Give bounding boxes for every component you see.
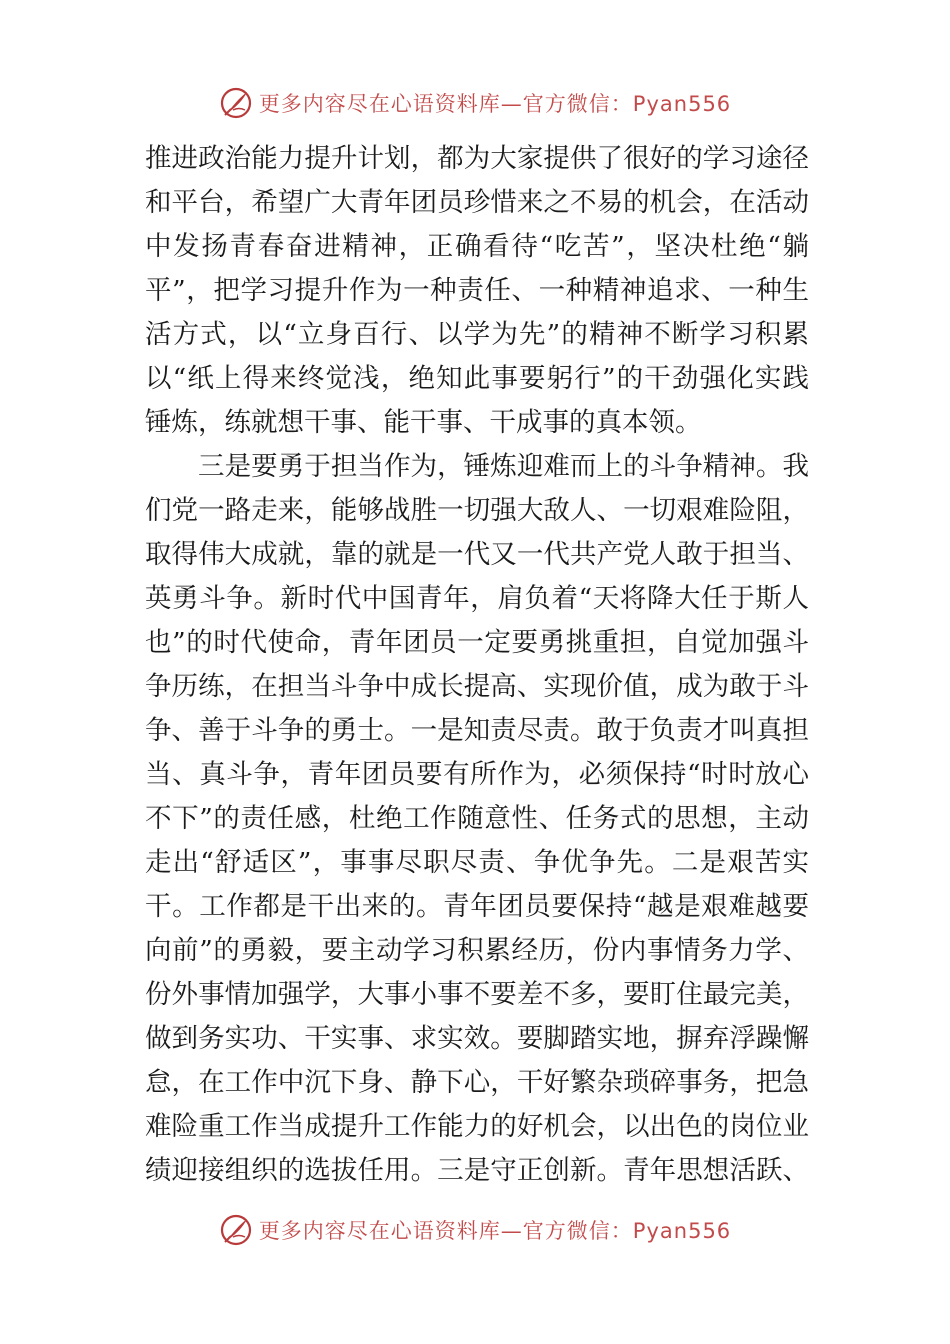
- text-line: 难险重工作当成提升工作能力的好机会，以出色的岗位业: [145, 1111, 809, 1142]
- text-line: 也”的时代使命，青年团员一定要勇挑重担，自觉加强斗: [145, 627, 809, 658]
- text-line: 走出“舒适区”，事事尽职尽责、争优争先。二是艰苦实: [145, 847, 809, 878]
- watermark-text: 更多内容尽在心语资料库—官方微信：Pyan556: [258, 92, 732, 116]
- paragraph-1: [145, 137, 809, 445]
- quill-logo-icon: [219, 86, 253, 120]
- watermark-text: 更多内容尽在心语资料库—官方微信：Pyan556: [258, 1219, 732, 1243]
- text-line: 三是要勇于担当作为，锤炼迎难而上的斗争精神。我: [198, 451, 809, 482]
- text-line: 活方式，以“立身百行、以学为先”的精神不断学习积累: [145, 319, 809, 350]
- quill-logo-icon: [219, 1213, 253, 1247]
- text-line: 以“纸上得来终觉浅，绝知此事要躬行”的干劲强化实践: [145, 363, 809, 394]
- text-line: 份外事情加强学，大事小事不要差不多，要盯住最完美，: [145, 979, 809, 1010]
- footer-watermark: [0, 1210, 950, 1250]
- text-line: 做到务实功、干实事、求实效。要脚踏实地，摒弃浮躁懈: [145, 1023, 809, 1054]
- text-line: 平”，把学习提升作为一种责任、一种精神追求、一种生: [145, 275, 809, 306]
- text-line: 干。工作都是干出来的。青年团员要保持“越是艰难越要: [145, 891, 809, 922]
- text-line: 当、真斗争，青年团员要有所作为，必须保持“时时放心: [145, 759, 809, 790]
- text-line: 推进政治能力提升计划，都为大家提供了很好的学习途径: [145, 143, 809, 174]
- text-line: 怠，在工作中沉下身、静下心，干好繁杂琐碎事务，把急: [145, 1067, 809, 1098]
- text-line: 中发扬青春奋进精神，正确看待“吃苦”，坚决杜绝“躺: [145, 231, 809, 262]
- text-line: 争、善于斗争的勇士。一是知责尽责。敢于负责才叫真担: [145, 715, 809, 746]
- text-line: 向前”的勇毅，要主动学习积累经历，份内事情务力学、: [145, 935, 809, 966]
- text-line: 取得伟大成就，靠的就是一代又一代共产党人敢于担当、: [145, 539, 809, 570]
- text-line: 绩迎接组织的选拔任用。三是守正创新。青年思想活跃、: [145, 1155, 809, 1186]
- header-watermark: [0, 83, 950, 123]
- text-line: 不下”的责任感，杜绝工作随意性、任务式的思想，主动: [145, 803, 809, 834]
- document-body: [145, 137, 809, 1193]
- text-line: 锤炼，练就想干事、能干事、干成事的真本领。: [145, 407, 702, 438]
- text-line: 争历练，在担当斗争中成长提高、实现价值，成为敢于斗: [145, 671, 809, 702]
- text-line: 们党一路走来，能够战胜一切强大敌人、一切艰难险阻，: [145, 495, 809, 526]
- text-line: 和平台，希望广大青年团员珍惜来之不易的机会，在活动: [145, 187, 809, 218]
- text-line: 英勇斗争。新时代中国青年，肩负着“天将降大任于斯人: [145, 583, 809, 614]
- paragraph-2: [145, 445, 809, 1193]
